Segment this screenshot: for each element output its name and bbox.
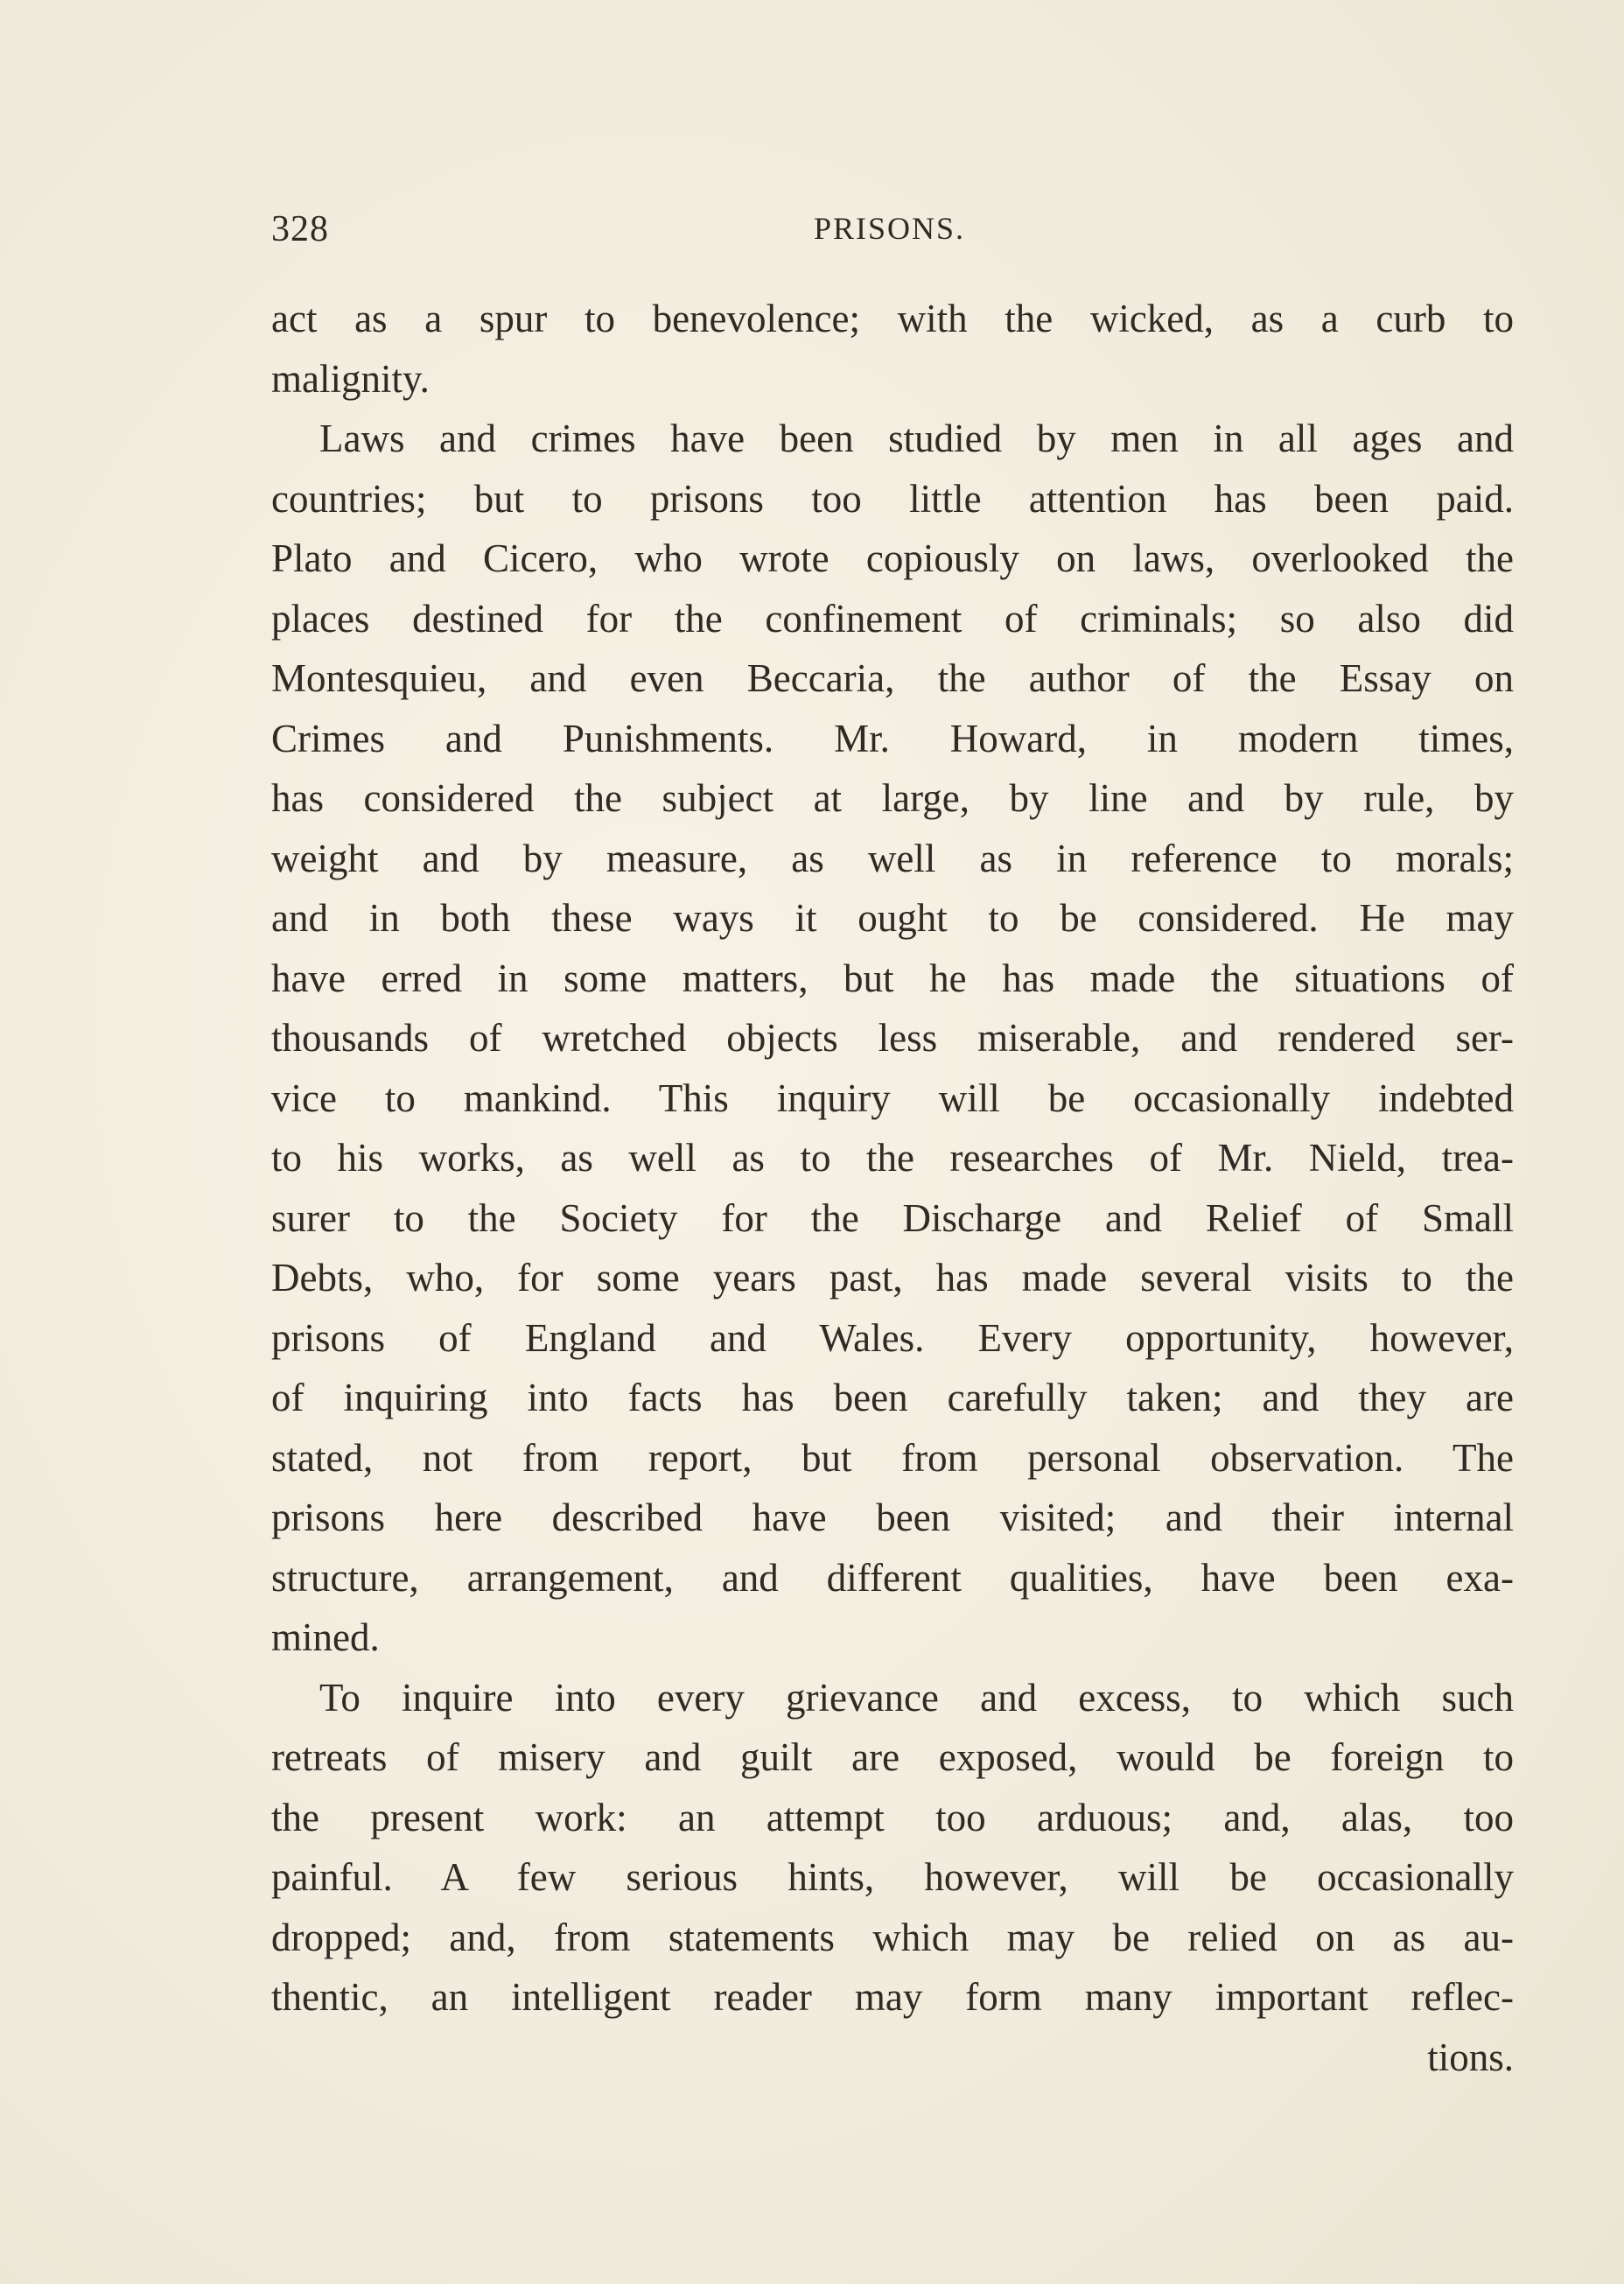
text-line: thousands of wretched objects less miserable, and rendered ser- — [271, 1016, 1514, 1060]
text-line: retreats of misery and guilt are exposed, would be foreign to — [271, 1735, 1514, 1779]
paragraph-first-line: Laws and crimes have been studied by men in all ages and — [319, 417, 1514, 460]
text-line: and in both these ways it ought to be considered. He may — [271, 896, 1514, 940]
text-line: Crimes and Punishments. Mr. Howard, in modern times, — [271, 716, 1514, 760]
text-line: countries; but to prisons too little attention has been paid. — [271, 476, 1514, 521]
text-line: dropped; and, from statements which may be relied on as au- — [271, 1915, 1514, 1959]
text-line: has considered the subject at large, by line and by rule, by — [271, 776, 1514, 820]
paragraph-first-line: To inquire into every grievance and excess, to which such — [319, 1675, 1514, 1720]
text-line: structure, arrangement, and different qualities, have been exa- — [271, 1555, 1514, 1600]
page-number: 328 — [271, 209, 329, 249]
text-line: act as a spur to benevolence; with the wicked, as a curb to — [271, 297, 1514, 340]
text-line: to his works, as well as to the researches of Mr. Nield, trea- — [271, 1136, 1514, 1180]
text-line: places destined for the confinement of criminals; so also did — [271, 596, 1514, 641]
text-line: thentic, an intelligent reader may form many important reflec- — [271, 1975, 1514, 2019]
text-line: malignity. — [271, 356, 430, 401]
catchword: tions. — [1427, 2035, 1514, 2079]
body-text — [271, 289, 1514, 2087]
text-line: have erred in some matters, but he has made the situations of — [271, 956, 1514, 1000]
text-line: weight and by measure, as well as in reference to morals; — [271, 836, 1514, 880]
running-title: PRISONS. — [814, 211, 966, 246]
text-line: surer to the Society for the Discharge and Relief of Small — [271, 1195, 1514, 1240]
text-line: vice to mankind. This inquiry will be occasionally indebted — [271, 1075, 1514, 1120]
text-line: Debts, who, for some years past, has made several visits to the — [271, 1256, 1514, 1300]
text-line: stated, not from report, but from personal observation. The — [271, 1435, 1514, 1480]
text-line: Montesquieu, and even Beccaria, the author of the Essay on — [271, 656, 1514, 700]
text-line: painful. A few serious hints, however, will be occasionally — [271, 1855, 1514, 1899]
text-line: the present work: an attempt too arduous; and, alas, too — [271, 1795, 1514, 1839]
text-line: mined. — [271, 1615, 380, 1659]
text-line: prisons here described have been visited; and their internal — [271, 1496, 1514, 1539]
running-head — [271, 208, 1514, 261]
text-line: of inquiring into facts has been carefully taken; and they are — [271, 1376, 1514, 1419]
text-line: prisons of England and Wales. Every opportunity, however, — [271, 1315, 1514, 1360]
text-line: Plato and Cicero, who wrote copiously on laws, overlooked the — [271, 536, 1514, 580]
